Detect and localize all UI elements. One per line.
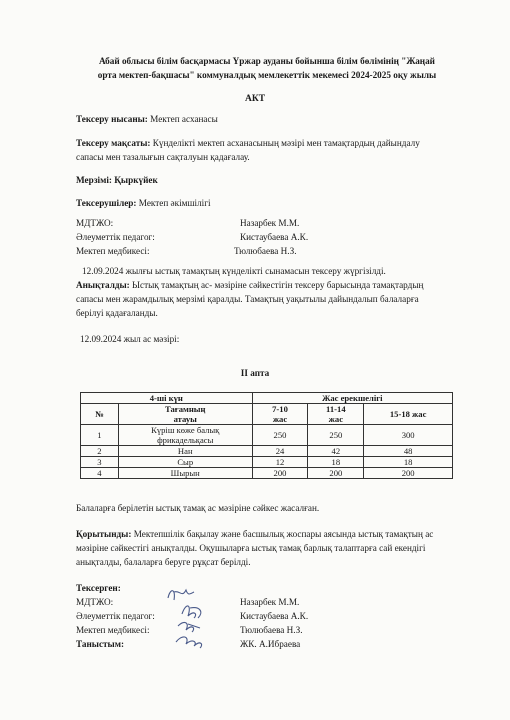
table-cell-age-1: 12 [252,457,308,468]
menu-table [80,392,453,479]
table-cell-age-3: 48 [364,446,453,457]
inspection-deadline [76,173,158,187]
member-role-2: Әлеуметтік педагог: [76,232,155,242]
handwritten-signatures [160,584,230,654]
conclusion-line-3: анықталды, балаларға беруге рұқсат берілді. [76,557,251,567]
table-cell-name [118,425,252,446]
table-cell-no: 3 [81,457,119,468]
familiar-name: ЖК. А.Ибраева [240,639,301,649]
table-day-header: 4-ші күн [81,393,253,404]
table-cell-age-1: 250 [252,425,308,446]
table-col-age-2-line-2: жас [328,414,344,424]
table-col-age-2-line-1: 11-14 [326,404,346,414]
table-cell-no: 1 [81,425,119,446]
signer-name-3: Тюлюбаева Н.З. [240,625,303,635]
signer-name-1: Назарбек М.М. [240,597,300,607]
table-cell-name-line-1: Күріш көже балық [151,425,220,435]
member-role-3: Мектеп медбикесі: [76,246,150,256]
table-header-row-1 [81,393,453,404]
header-line-2: орта мектеп-бақшасы" коммуналдық мемлекеттік мекемесі 2024-2025 оқу жылы [97,70,437,80]
conclusion-line-1: Мектепшілік бақылау және басшылық жоспары аясында ыстық тамақтың ас [131,529,434,539]
table-col-age-2 [308,404,364,425]
table-col-age-3: 15-18 жас [364,404,453,425]
findings-line-3: берілуі қадағаланды. [76,308,158,318]
conclusion [76,527,464,569]
table-cell-name: Нан [118,446,252,457]
inspection-object [76,112,218,126]
signer-role-2: Әлеуметтік педагог: [76,611,155,621]
table-col-age-1-line-2: жас [272,414,288,424]
week-label: II апта [240,368,270,378]
inspection-purpose-line-2: сапасы мен тазалығын сақталуын қадағалау. [76,152,250,162]
inspectors-label: Тексерушілер: [76,198,137,208]
findings-line-2: сапасы мен жарамдылық мерзімі қаралды. Тамақтың уақытылы дайындалып балаларға [76,294,419,304]
table-row [81,425,453,446]
document-title: АКТ [244,94,266,104]
member-role-1: МДТЖО: [76,218,114,228]
table-row [81,446,453,457]
table-cell-age-3: 200 [364,468,453,479]
findings [76,278,464,320]
inspection-object-label: Тексеру нысаны: [76,114,148,124]
table-cell-age-3: 300 [364,425,453,446]
signer-name-2: Кистаубаева А.К. [240,611,309,621]
table-cell-no: 2 [81,446,119,457]
table-col-name-line-2: атауы [173,414,197,424]
conclusion-line-2: мәзіріне сәйкестігі анықталды. Оқушыларға ыстық тамақ барлық талаптарға сай екендігі [76,543,426,553]
signer-role-1: МДТЖО: [76,597,114,607]
table-cell-name: Шырын [118,468,252,479]
deadline-label: Мерзімі: [76,175,112,185]
document-header [62,54,472,82]
table-cell-name-line-2: фрикадельқасы [157,435,214,445]
conclusion-label: Қорытынды: [76,529,132,539]
table-col-age-1-line-1: 7-10 [272,404,288,414]
table-age-header: Жас ерекшелігі [252,393,452,404]
inspection-purpose-line-1: Күнделікті мектеп асханасының мәзірі мен тамақтардың дайындалу [150,138,420,148]
signer-role-3: Мектеп медбикесі: [76,625,150,635]
table-cell-age-2: 200 [308,468,364,479]
table-row [81,457,453,468]
table-col-name-line-1: Тағамның [164,404,206,414]
table-cell-age-1: 200 [252,468,308,479]
inspectors-value: Мектеп әкімшілігі [136,198,211,208]
findings-line-1: Ыстық тамақтың ас- мәзіріне сәйкестігін тексеру барысында тамақтардың [129,280,424,290]
member-name-3: Тюлюбаева Н.З. [234,246,297,256]
inspection-purpose-label: Тексеру мақсаты: [76,138,151,148]
member-name-2: Кистаубаева А.К. [240,232,309,242]
table-col-no: № [81,404,119,425]
header-line-1: Абай облысы білім басқармасы Үржар ауданы бойынша білім бөлімінің "Жаңай [99,56,435,66]
table-cell-name: Сыр [118,457,252,468]
table-cell-no: 4 [81,468,119,479]
table-col-age-1 [252,404,308,425]
deadline-value: Қыркүйек [111,175,158,185]
table-row [81,468,453,479]
findings-label: Анықталды: [76,280,130,290]
table-cell-age-1: 24 [252,446,308,457]
table-cell-age-2: 18 [308,457,364,468]
table-header-row-2 [81,404,453,425]
familiar-label: Таныстым: [76,639,125,649]
table-cell-age-2: 250 [308,425,364,446]
table-cell-age-2: 42 [308,446,364,457]
inspectors [76,196,211,210]
signatures-title: Тексерген: [76,583,121,593]
inspection-object-value: Мектеп асханасы [147,114,218,124]
inspection-purpose [76,136,464,164]
after-table-text: Балаларға берілетін ыстық тамақ ас мәзіріне сәйкес жасалған. [76,503,320,513]
intro-text: 12.09.2024 жылғы ыстық тамақтың күнделікті сынамасын тексеру жүргізілді. [82,266,386,276]
member-name-1: Назарбек М.М. [240,218,300,228]
menu-date: 12.09.2024 жыл ас мәзірі: [80,334,180,344]
table-cell-age-3: 18 [364,457,453,468]
table-col-name [118,404,252,425]
